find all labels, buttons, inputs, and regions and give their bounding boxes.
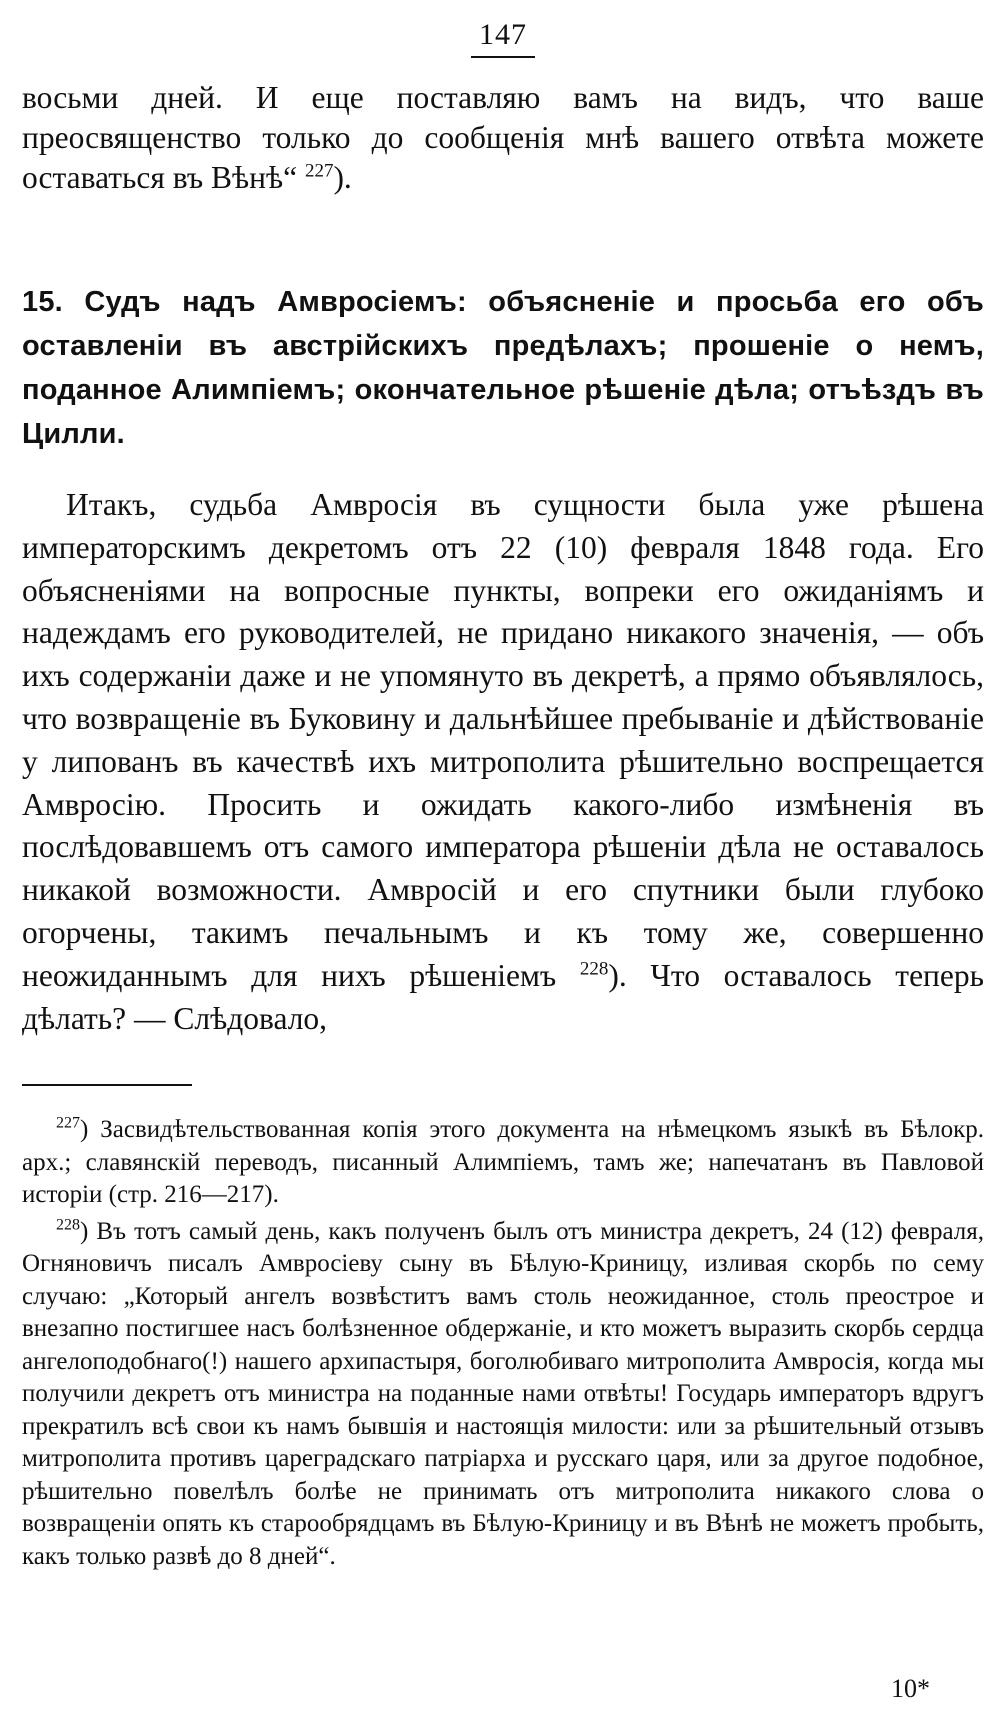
page-number: 147	[471, 18, 535, 58]
body-text: Итакъ, судьба Амвросія въ сущности была уже рѣшена императорскимъ декретомъ отъ 22 (10) февраля 1848 года. Его объясненіями на вопросные пункты, вопреки его ожиданіямъ и надеждамъ его руководителей, не придано никакого значенія, — объ ихъ содержаніи даже и не упомянуто въ декретѣ, а прямо объявлялось, что возвращеніе въ Буковину и дальнѣйшее пребываніе и дѣйствованіе у липованъ въ качествѣ ихъ митрополита рѣшительно воспрещается Амвросію. Просить и ожидать какого-либо измѣненія въ послѣдовавшемъ отъ самого императора рѣшеніи дѣла не оставалось никакой возможности. Амвросій и его спутники были глубоко огорчены, такимъ печальнымъ и къ тому же, совершенно неожиданнымъ для нихъ рѣшеніемъ	[22, 487, 984, 993]
continuation-paragraph	[22, 78, 984, 198]
footnote-divider	[22, 1084, 192, 1086]
footnotes	[22, 1114, 984, 1573]
footnote-ref-228: 228	[579, 958, 609, 980]
footnote	[22, 1114, 984, 1212]
footnote-number: 228	[56, 1216, 80, 1234]
footnote-text: ) Засвидѣтельствованная копія этого документа на нѣмецкомъ языкѣ въ Бѣлокр. арх.; славянскій переводъ, писанный Алимпіемъ, тамъ же; напечатанъ въ Павловой исторіи (стр. 216—217).	[22, 1116, 984, 1209]
footnote-ref-227: 227	[304, 160, 334, 182]
book-page	[22, 18, 984, 1577]
footnote-text: ) Въ тотъ самый день, какъ полученъ былъ отъ министра декретъ, 24 (12) февраля, Огняновичъ писалъ Амвросіеву сыну въ Бѣлую-Криницу, изливая скорбь по сему случаю: „Который ангелъ возвѣститъ вамъ столь неожиданное, столь преострое и внезапно постигшее насъ болѣзненное обдержаніе, и кто можетъ выразить скорбь сердца ангелоподобнаго(!) нашего архипастыря, боголюбиваго митрополита Амвросія, когда мы получили декретъ отъ министра на поданные нами отвѣты! Государь императоръ вдругъ прекратилъ всѣ свои къ намъ бывшія и настоящія милости: или за рѣшительный отзывъ митрополита противъ цареградскаго патріарха и русскаго царя, или за другое подобное, рѣшительно повелѣлъ болѣе не принимать отъ митрополита никакого слова о возвращеніи опять къ старообрядцамъ въ Бѣлую-Криницу и въ Вѣнѣ не можетъ пробыть, какъ только развѣ до 8 дней“.	[22, 1217, 984, 1570]
signature-mark: 10*	[891, 1674, 930, 1703]
section-heading: 15. Судъ надъ Амвросіемъ: объясненіе и просьба его объ оставленіи въ австрійскихъ предѣлахъ; прошеніе о немъ, поданное Алимпіемъ; окончательное рѣшеніе дѣла; отъѣздъ въ Цилли.	[22, 286, 984, 450]
continuation-tail: ).	[333, 160, 352, 195]
page-header	[22, 18, 984, 78]
footnote-number: 227	[56, 1115, 80, 1133]
body-tail: ). Что оставалось теперь дѣлать? — Слѣдовало,	[22, 957, 985, 1036]
continuation-text: восьми дней. И еще поставляю вамъ на видъ, что ваше преосвященство только до сообщенія мнѣ вашего отвѣта можете оставаться въ Вѣнѣ“	[22, 80, 984, 195]
body-paragraph	[22, 484, 984, 1040]
footnote	[22, 1216, 984, 1574]
